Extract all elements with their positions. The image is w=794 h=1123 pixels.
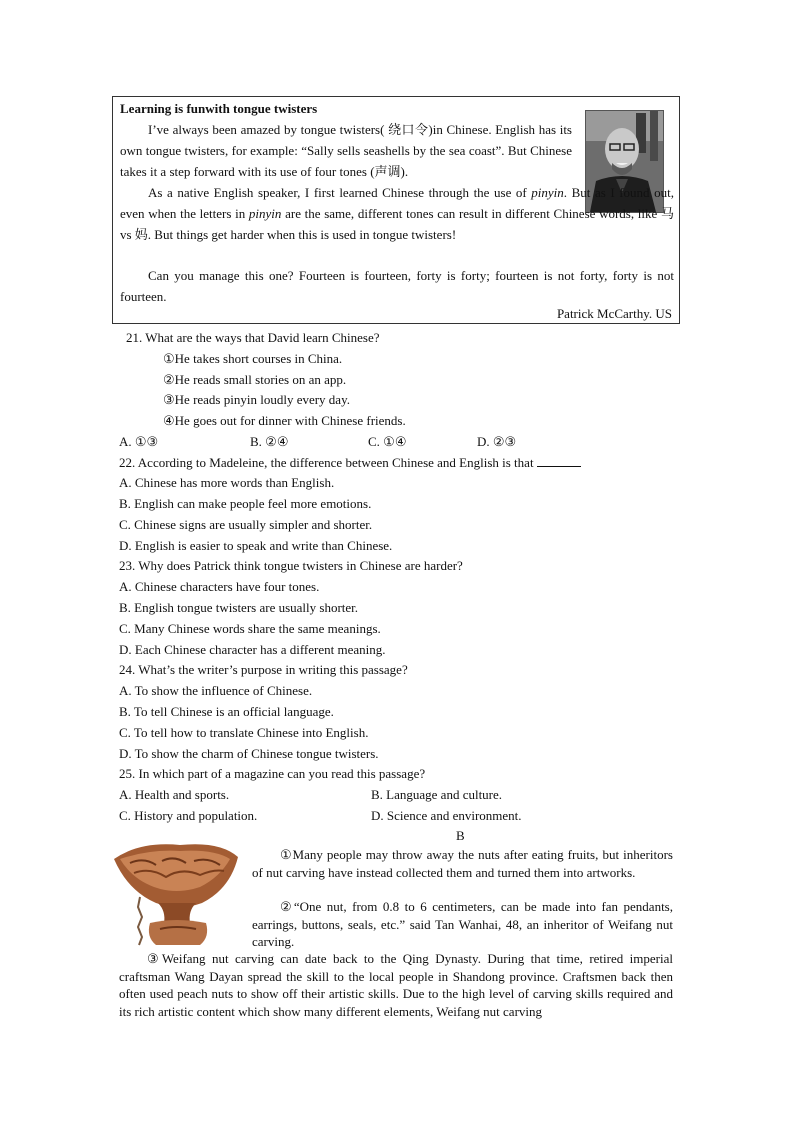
p2-text-a: As a native English speaker, I first learned Chinese through the use of (148, 185, 532, 200)
q21-item-3: ③He reads pinyin loudly every day. (163, 392, 350, 407)
q24-option-c[interactable]: C. To tell how to translate Chinese into English. (119, 725, 369, 740)
question-23: 23. Why does Patrick think tongue twisters in Chinese are harder? (119, 558, 463, 573)
question-22 (119, 455, 581, 471)
question-25: 25. In which part of a magazine can you read this passage? (119, 766, 426, 781)
section-b-paragraph-2: ②“One nut, from 0.8 to 6 centimeters, can be made into fan pendants, earrings, buttons, seals, etc.” said Tan Wanhai, 48, an inheritor of Weifang nut carving. (252, 899, 673, 949)
q21-option-a[interactable]: A. ①③ (119, 434, 159, 449)
passage-paragraph-3: Can you manage this one? Fourteen is fourteen, forty is forty; fourteen is not forty, forty is not fourteen. (120, 268, 674, 304)
passage-box (112, 96, 680, 324)
pinyin-term-2: pinyin (248, 206, 282, 221)
carved-nut-picture (110, 837, 244, 947)
q21-option-c[interactable]: C. ①④ (368, 434, 407, 449)
q24-option-d[interactable]: D. To show the charm of Chinese tongue twisters. (119, 746, 379, 761)
q24-option-a[interactable]: A. To show the influence of Chinese. (119, 683, 313, 698)
answer-blank (537, 456, 581, 467)
section-b-paragraph-1: ①Many people may throw away the nuts after eating fruits, but inheritors of nut carving have instead collected them and turned them into artworks. (252, 847, 673, 880)
q21-option-b[interactable]: B. ②④ (250, 434, 289, 449)
section-b-label: B (456, 828, 465, 843)
q21-item-2: ②He reads small stories on an app. (163, 372, 347, 387)
author-signature: Patrick McCarthy. US (556, 306, 672, 321)
q25-option-c[interactable]: C. History and population. (119, 808, 258, 823)
passage-paragraph-2 (120, 182, 674, 245)
q22-option-b[interactable]: B. English can make people feel more emotions. (119, 496, 372, 511)
q22-option-a[interactable]: A. Chinese has more words than English. (119, 475, 335, 490)
q22-option-c[interactable]: C. Chinese signs are usually simpler and shorter. (119, 517, 373, 532)
q25-option-d[interactable]: D. Science and environment. (371, 808, 522, 823)
q25-option-b[interactable]: B. Language and culture. (371, 787, 503, 802)
question-22-text: 22. According to Madeleine, the difference between Chinese and English is that (119, 455, 534, 470)
q23-option-d[interactable]: D. Each Chinese character has a different meaning. (119, 642, 386, 657)
q21-option-d[interactable]: D. ②③ (477, 434, 517, 449)
passage-paragraph-1: I’ve always been amazed by tongue twisters( 绕口令)in Chinese. English has its own tongue twisters, for example: “Sally sells seashells by the sea coast”. But Chinese takes it a step forward with its use of four tones (声调). (120, 122, 572, 179)
p2-text-b: . But as I found out, even when the letters in (120, 185, 674, 221)
q21-item-1: ①He takes short courses in China. (163, 351, 343, 366)
nut-carving-image (110, 837, 244, 947)
q21-item-4: ④He goes out for dinner with Chinese friends. (163, 413, 406, 428)
p2-text-c: are the same, different tones can result in different Chinese words, like 马 vs 妈. But things get harder when this is used in tongue twisters! (120, 206, 674, 242)
q22-option-d[interactable]: D. English is easier to speak and write than Chinese. (119, 538, 393, 553)
q23-option-a[interactable]: A. Chinese characters have four tones. (119, 579, 320, 594)
passage-title: Learning is funwith tongue twisters (120, 101, 318, 116)
question-24: 24. What’s the writer’s purpose in writing this passage? (119, 662, 408, 677)
section-b-paragraph-3: ③Weifang nut carving can date back to the Qing Dynasty. During that time, retired imperial craftsman Wang Dayan spread the skill to the local people in Shandong province. Craftsmen back then often used peach nuts to show off their artistic skills. Due to the high level of carving skills required and its rich artistic content which show many different elements, Weifang nut carving (119, 951, 673, 1019)
question-21: 21. What are the ways that David learn Chinese? (126, 330, 380, 345)
q25-option-a[interactable]: A. Health and sports. (119, 787, 230, 802)
q24-option-b[interactable]: B. To tell Chinese is an official language. (119, 704, 334, 719)
pinyin-term-1: pinyin (531, 185, 564, 200)
q23-option-c[interactable]: C. Many Chinese words share the same meanings. (119, 621, 381, 636)
q23-option-b[interactable]: B. English tongue twisters are usually shorter. (119, 600, 359, 615)
